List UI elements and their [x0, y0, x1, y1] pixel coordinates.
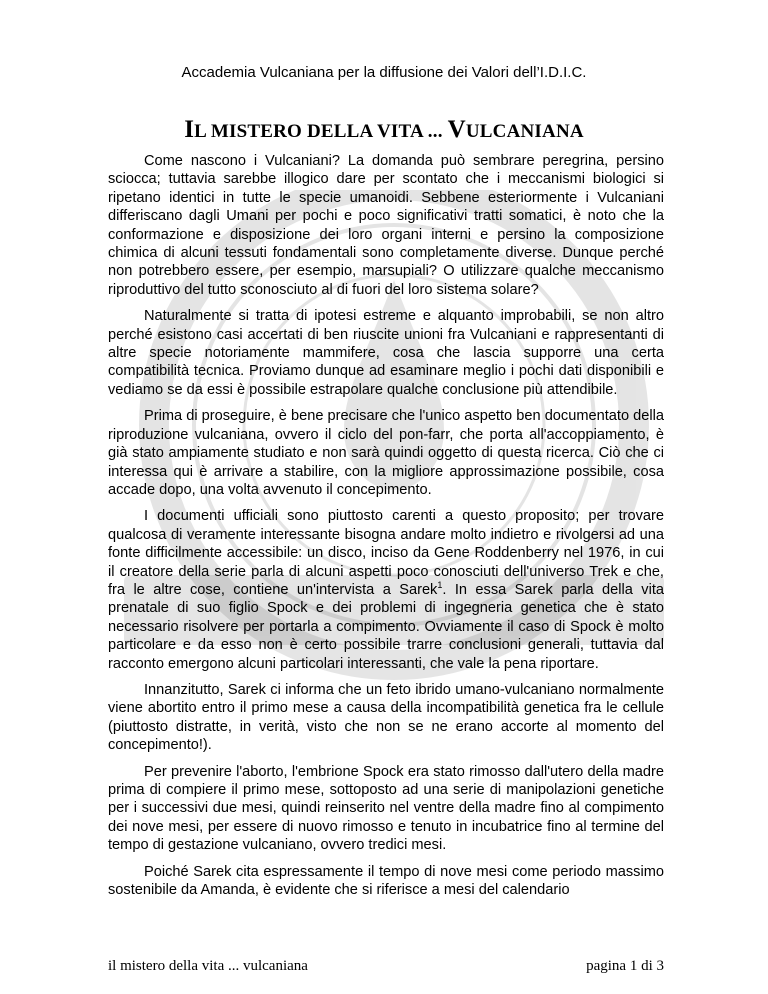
footnote-reference[interactable]: 1: [437, 580, 443, 591]
document-title: [0, 116, 768, 144]
footer-title: il mistero della vita ... vulcaniana: [108, 958, 308, 974]
paragraph-with-footnote: I documenti ufficiali sono piuttosto carenti a questo proposito; per trovare qualcosa di veramente interessante bisogna andare molto indietro e rivolgersi ad una fonte difficilmente accessibile: un disco, inciso da Gene Roddenberry nel 1976, in cui il creatore della serie parla di alcuni aspetti poco conosciuti dell'universo Trek e che, fra le altre cose, contiene un'intervista a Sarek$^1$. In essa Sarek parla della vita prenatale di suo figlio Spock e dei problemi di ingegneria genetica che è stato necessario risolvere per portarla a compimento. Ovviamente il caso di Spock è molto particolare e da esso non è certo possibile trarre conclusioni generali, tuttavia dal racconto emergono alcuni particolari interessanti, che vale la pena riportare.: [108, 508, 665, 672]
paragraph-text: I documenti ufficiali sono piuttosto carenti a questo proposito; per trovare qualcosa di veramente interessante bisogna andare molto indietro e rivolgersi ad una fonte difficilmente accessibile: un disco, inciso da Gene Roddenberry nel 1976, in cui il creatore della serie parla di alcuni aspetti poco conosciuti dell'universo Trek e che, fra le altre cose, contiene un'intervista a Sarek: [108, 508, 664, 598]
title-part-1: L MISTERO DELLA VITA ...: [194, 121, 448, 142]
paragraph: Per prevenire l'aborto, l'embrione Spock era stato rimosso dall'utero della madre prima di compiere il primo mese, sottoposto ad una serie di manipolazioni genetiche per i successivi due mesi, quindi reinserito nel ventre della madre fino al compimento dei nove mesi, per essere di nuovo rimosso e tenuto in incubatrice fino al termine del tempo di gestazione vulcaniano, ovvero tredici mesi.: [108, 763, 664, 854]
document-body: [108, 152, 664, 907]
paragraph: Innanzitutto, Sarek ci informa che un feto ibrido umano-vulcaniano normalmente viene abortito entro il primo mese a causa della incompatibilità genetica fra le cellule (piuttosto distratte, in verità, visto che non se ne erano accorte al momento del concepimento!).: [108, 681, 664, 754]
page-header: Accademia Vulcaniana per la diffusione dei Valori dell’I.D.I.C.: [181, 64, 587, 81]
title-initial-2: V: [447, 116, 466, 143]
paragraph: Come nascono i Vulcaniani? La domanda può sembrare peregrina, persino sciocca; tuttavia sarebbe illogico dare per scontato che i meccanismi biologici si ripetano identici in tutte le specie umanoidi. Sebbene esteriormente i Vulcaniani differiscano dagli Umani per pochi e poco significativi tratti somatici, è noto che la conformazione e disposizione dei loro organi interni e persino la composizione chimica di alcuni tessuti fondamentali sono completamente diverse. Dunque perché non potrebbero essere, per esempio, marsupiali? O utilizzare qualche meccanismo riproduttivo del tutto sconosciuto al di fuori del loro sistema solare?: [108, 153, 664, 298]
title-part-2: ULCANIANA: [465, 121, 584, 142]
paragraph-text-continued: In essa Sarek parla della vita prenatale di suo figlio Spock e dei problemi di ingegneria genetica che è stato necessario risolvere per portarla a compimento. Ovviamente il caso di Spock è molto particolare e da esso non è certo possibile trarre conclusioni generali, tuttavia dal racconto emergono alcuni particolari interessanti, che vale la pena riportare.: [108, 581, 665, 672]
paragraph: Poiché Sarek cita espressamente il tempo di nove mesi come periodo massimo sostenibile da Amanda, è evidente che si riferisce a mesi del calendario: [108, 863, 664, 899]
page-footer: [108, 958, 664, 975]
title-initial-1: I: [184, 116, 195, 143]
paragraph: Prima di proseguire, è bene precisare che l'unico aspetto ben documentato della riproduzione vulcaniana, ovvero il ciclo del pon-farr, che porta all'accoppiamento, è già stato ampiamente studiato e non sarà quindi oggetto di questa ricerca. Ciò che ci interessa qui è arrivare a stabilire, con la migliore approssimazione possibile, cosa accade dopo, una volta avvenuto il concepimento.: [108, 408, 664, 498]
page-number: pagina 1 di 3: [586, 958, 664, 974]
paragraph: Naturalmente si tratta di ipotesi estreme e alquanto improbabili, se non altro perché esistono casi accertati di ben riuscite unioni fra Vulcaniani e rappresentanti di altre specie notoriamente mammifere, cosa che lascia supporre una certa compatibilità tecnica. Proviamo dunque ad esaminare meglio i pochi dati disponibili e vediamo se da essi è possibile estrapolare qualche conclusione più attendibile.: [108, 308, 664, 398]
